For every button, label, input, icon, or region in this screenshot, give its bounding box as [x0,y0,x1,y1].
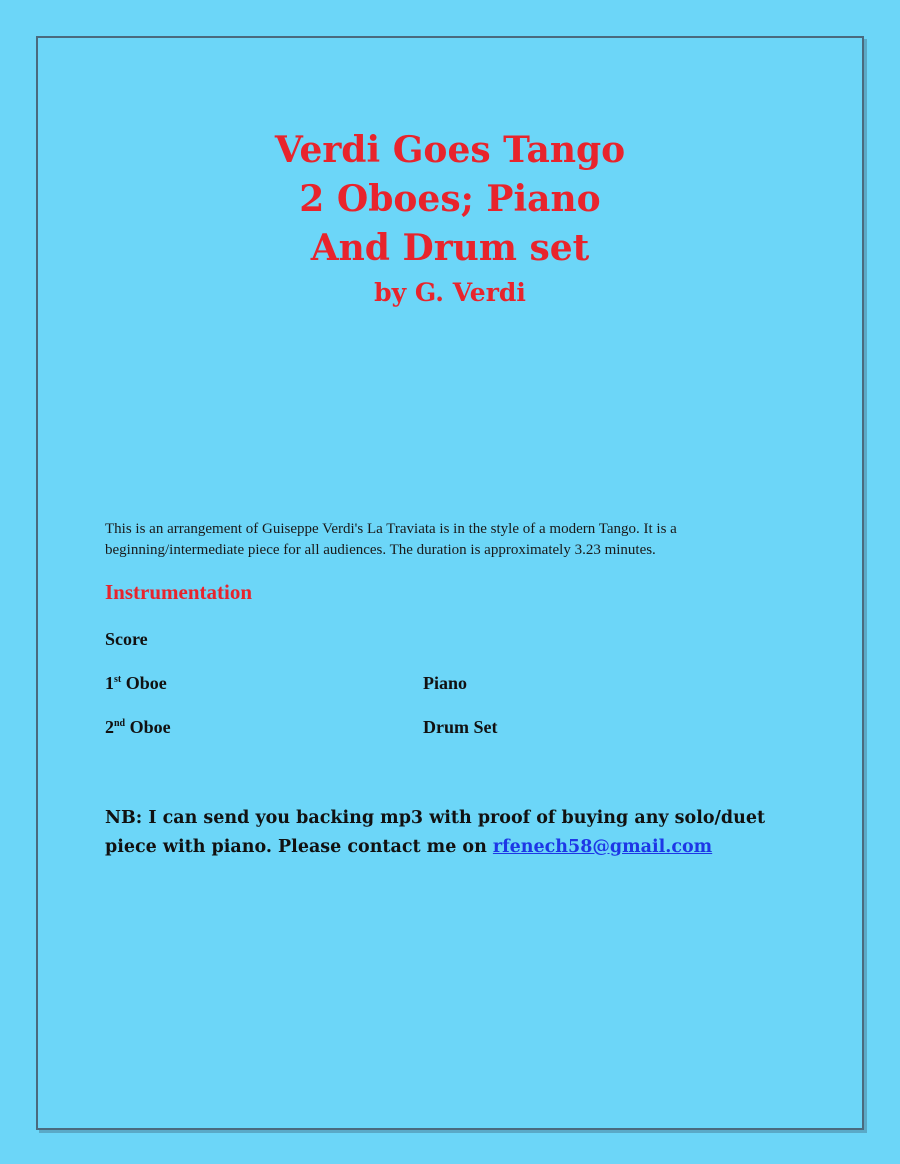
oboe-2-label: Oboe [125,717,171,737]
instrument-oboe-2 [105,717,171,738]
title-block [0,126,900,313]
oboe-2-ordinal: nd [114,718,126,729]
oboe-1-label: Oboe [121,673,167,693]
title-line-3: And Drum set [310,227,590,269]
composer: by G. Verdi [374,278,526,307]
title-line-1: Verdi Goes Tango [274,129,626,171]
instrument-score: Score [105,629,148,649]
email-link[interactable]: rfenech58@gmail.com [492,837,713,857]
oboe-1-number: 1 [105,673,114,693]
instrument-drum-set: Drum Set [423,717,498,737]
oboe-1-ordinal: st [114,674,122,685]
oboe-2-number: 2 [105,717,114,737]
description: This is an arrangement of Guiseppe Verdi's La Traviata is in the style of a modern Tango. It is a beginning/intermediate piece for all audiences. The duration is approximately 3.23 minutes. [105,521,677,558]
instrument-oboe-1 [105,673,167,694]
contact-note-text: NB: I can send you backing mp3 with proof of buying any solo/duet piece with piano. Please contact me on [105,808,766,857]
title-line-2: 2 Oboes; Piano [299,178,601,220]
instrumentation-heading: Instrumentation [105,580,253,604]
contact-note [105,804,805,862]
instrument-piano: Piano [423,673,468,693]
